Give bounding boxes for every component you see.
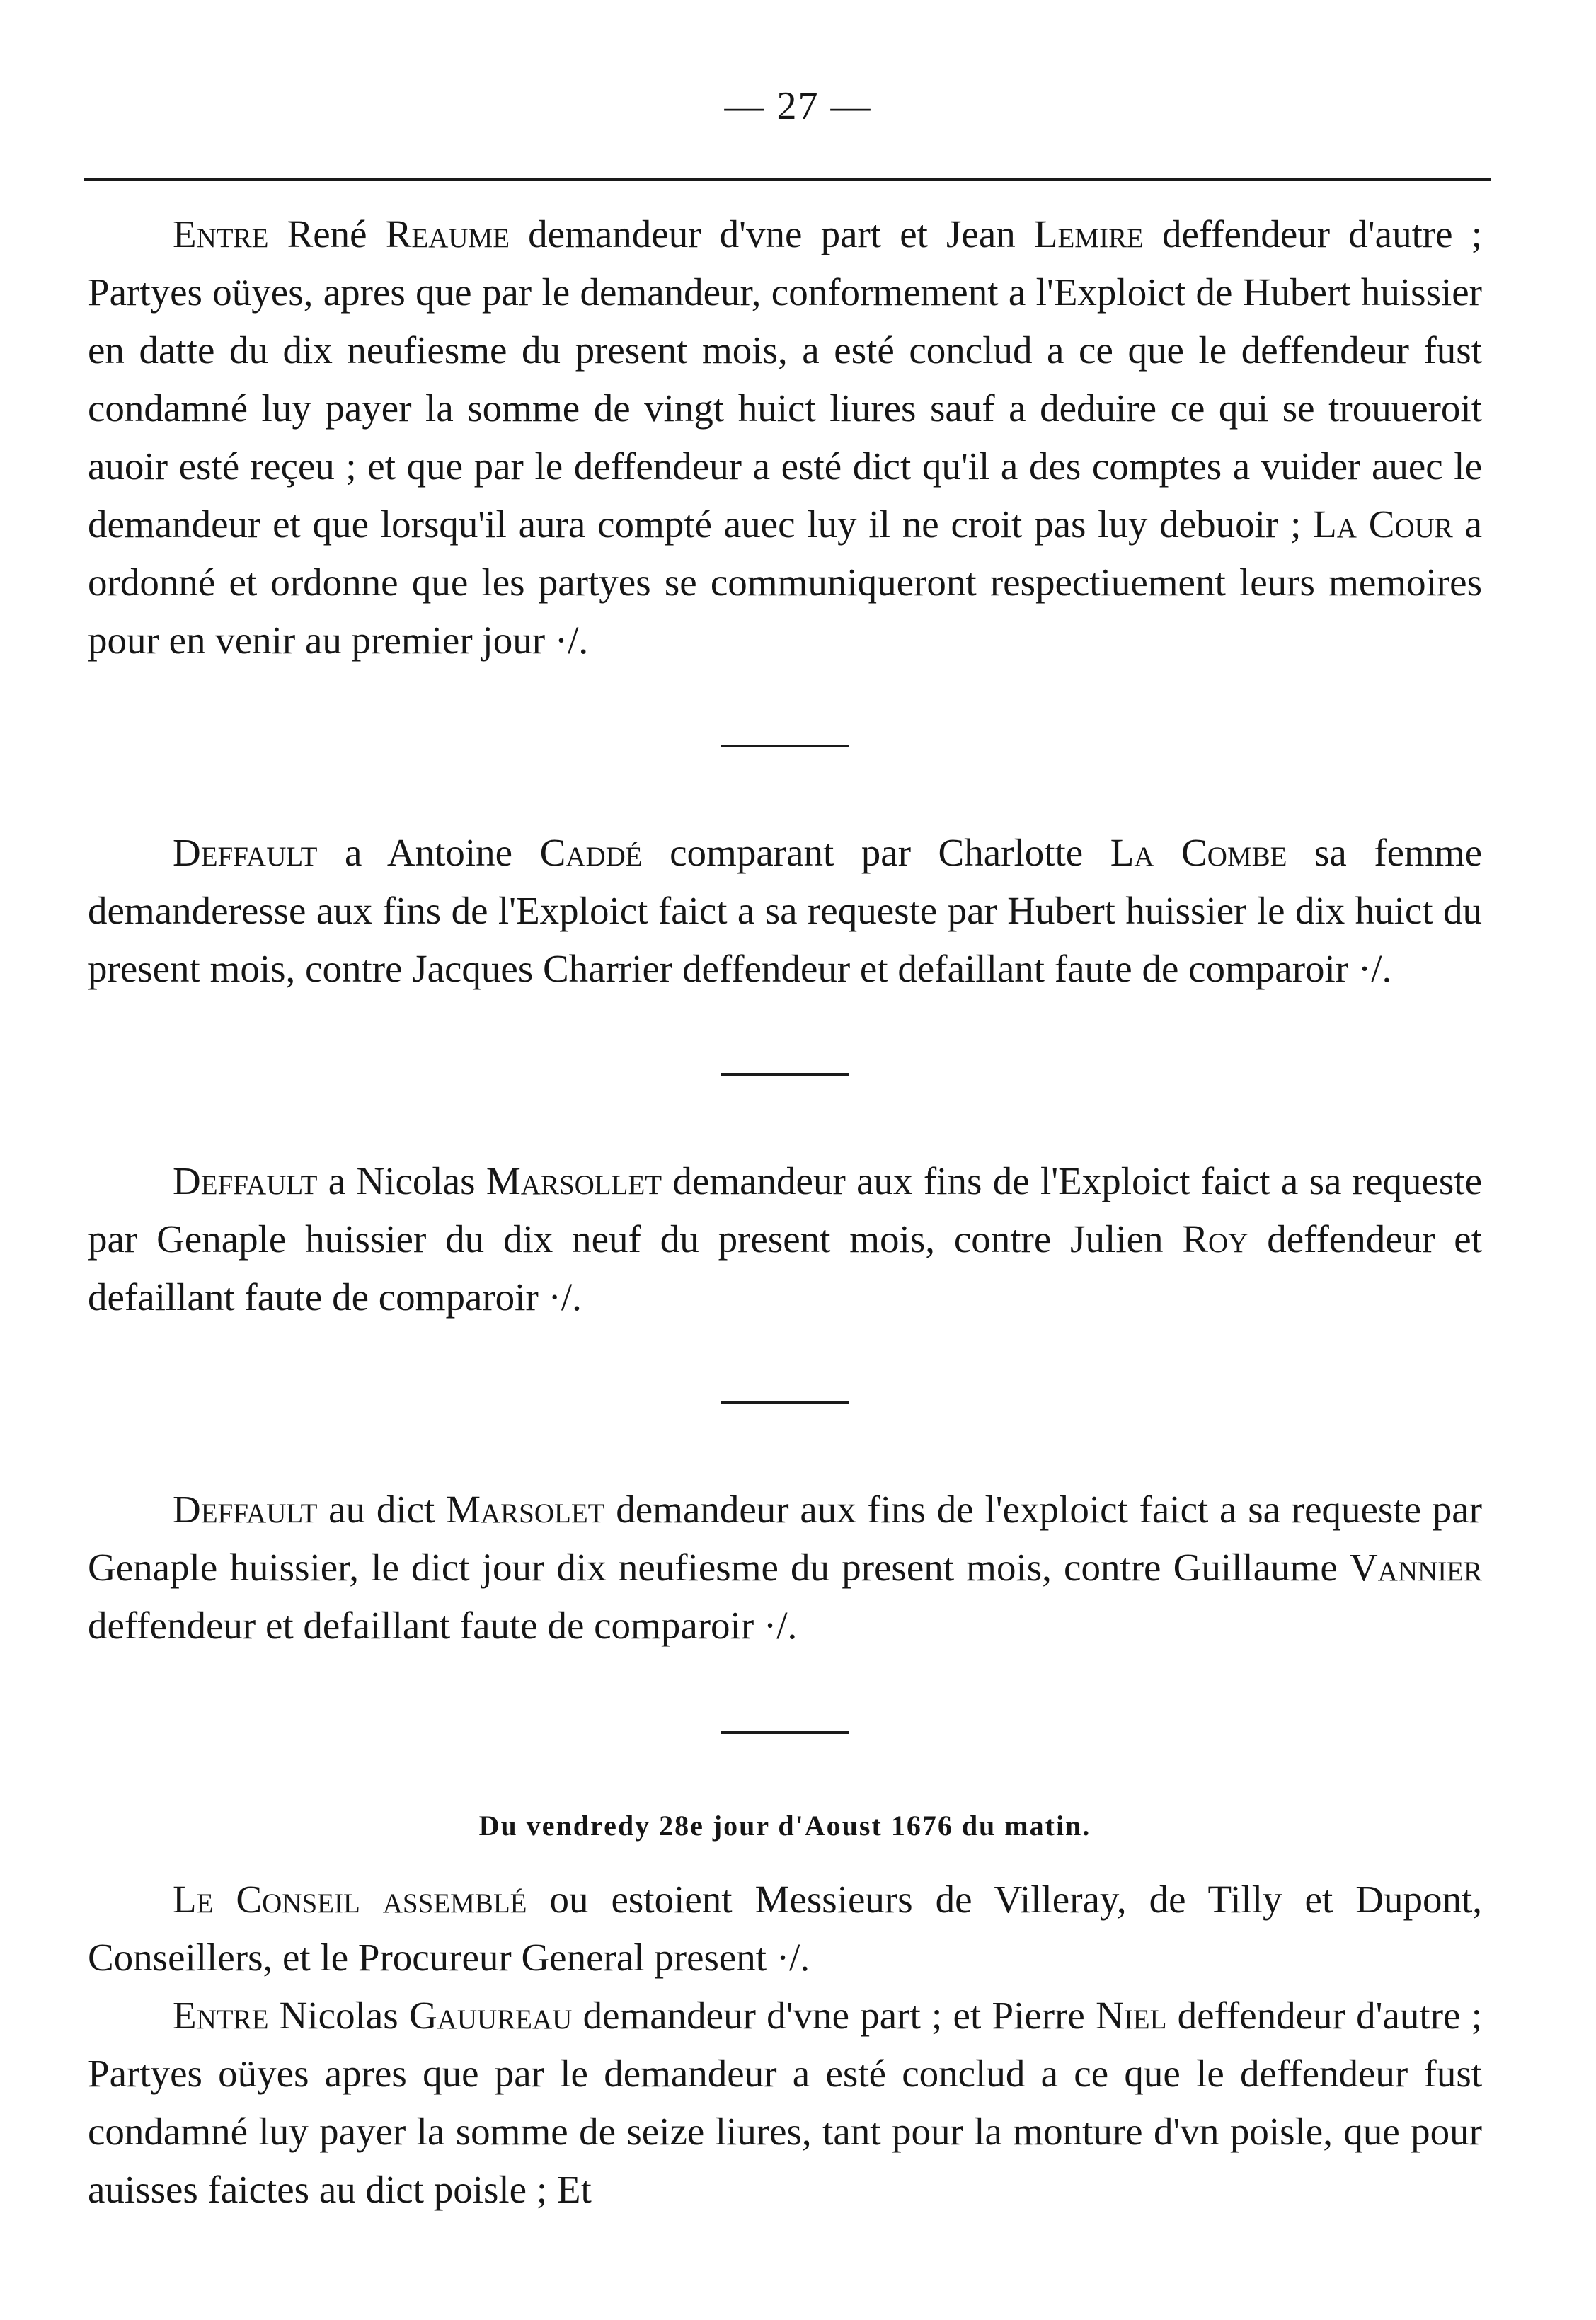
entry-lead: Entre <box>173 1994 269 2037</box>
entry-text: au dict <box>317 1488 447 1531</box>
section-separator <box>721 745 849 747</box>
entry-gauureau-niel <box>88 1987 1482 2219</box>
entry-lead: Deffault <box>173 831 318 874</box>
session-text: ou estoient Messieurs de Villeray, de Tilly et Dupont, Conseillers, et le Procureur General present ·/. <box>88 1878 1482 1979</box>
party-name: Gauureau <box>408 1994 573 2037</box>
entry-text: deffendeur et defaillant faute de comparoir ·/. <box>88 1604 798 1647</box>
entry-text: deffendeur et defaillant faute de comparoir ·/. <box>88 1217 1482 1319</box>
page-body <box>88 205 1482 2219</box>
session-paragraph <box>88 1871 1482 1987</box>
entry-text: deffendeur d'autre ; Partyes oüyes, apres que par le demandeur, conformement a l'Exploict de Hubert huissier en datte du dix neufiesme du present mois, a esté conclud a ce que le deffendeur fust condamné luy payer la somme de vingt huict liures sauf a deduire ce qui se trouueroit auoir esté reçeu ; et que par le deffendeur a esté dict qu'il a des comptes a vuider auec le demandeur et que lorsqu'il aura compté auec luy il ne croit pas luy debuoir ; <box>88 212 1482 546</box>
entry-reaume-lemire <box>88 205 1482 670</box>
page-number: — 27 — <box>724 84 872 128</box>
entry-default-marsollet <box>88 1152 1482 1326</box>
party-name: Marsolet <box>446 1488 605 1531</box>
party-name: Vannier <box>1349 1546 1482 1589</box>
entry-text: a ordonné et ordonne que les partyes se communiqueront respectiuement leurs memoires pour en venir au premier jour ·/. <box>88 503 1482 662</box>
header-rule <box>84 178 1491 181</box>
party-name: Lemire <box>1033 212 1144 255</box>
entry-text: demandeur d'vne part ; et Pierre <box>572 1994 1096 2037</box>
entry-text: Nicolas <box>268 1994 409 2037</box>
party-name: Caddé <box>539 831 643 874</box>
entry-lead: Deffault <box>173 1159 318 1202</box>
entry-text: demandeur aux fins de l'exploict faict a sa requeste par Genaple huissier, le dict jour dix neufiesme du present mois, contre Guillaume <box>88 1488 1482 1589</box>
entry-text: deffendeur d'autre ; Partyes oüyes apres que par le demandeur a esté conclud a ce que le deffendeur fust condamné luy payer la somme de seize liures, tant pour la monture d'vn poisle, que pour auisses faictes au dict poisle ; Et <box>88 1994 1482 2211</box>
party-name: Roy <box>1182 1217 1248 1261</box>
section-separator <box>721 1073 849 1076</box>
party-name: La Combe <box>1110 831 1287 874</box>
entry-text: sa femme demanderesse aux fins de l'Exploict faict a sa requeste par Hubert huissier le dix huict du present mois, contre Jacques Charrier deffendeur et defaillant faute de comparoir ·/. <box>88 831 1482 990</box>
entry-text: comparant par Charlotte <box>642 831 1110 874</box>
entry-text: René <box>287 212 386 255</box>
party-name: Reaume <box>385 212 510 255</box>
section-separator <box>721 1401 849 1404</box>
entry-text: a Nicolas <box>317 1159 486 1202</box>
court-name: La Cour <box>1313 503 1453 546</box>
session-lead: Le Conseil assemblé <box>173 1878 527 1921</box>
party-name: Niel <box>1096 1994 1167 2037</box>
entry-default-cadde <box>88 824 1482 998</box>
date-heading: Du vendredy 28e jour d'Aoust 1676 du matin. <box>478 1810 1091 1842</box>
section-separator <box>721 1731 849 1734</box>
entry-text: demandeur d'vne part et Jean <box>510 212 1034 255</box>
entry-text: a Antoine <box>317 831 540 874</box>
party-name: Marsollet <box>486 1159 662 1202</box>
entry-lead: Entre <box>173 212 269 255</box>
entry-lead: Deffault <box>173 1488 318 1531</box>
entry-text: demandeur aux fins de l'Exploict faict a sa requeste par Genaple huissier du dix neuf du present mois, contre Julien <box>88 1159 1482 1261</box>
entry-default-marsolet <box>88 1481 1482 1655</box>
